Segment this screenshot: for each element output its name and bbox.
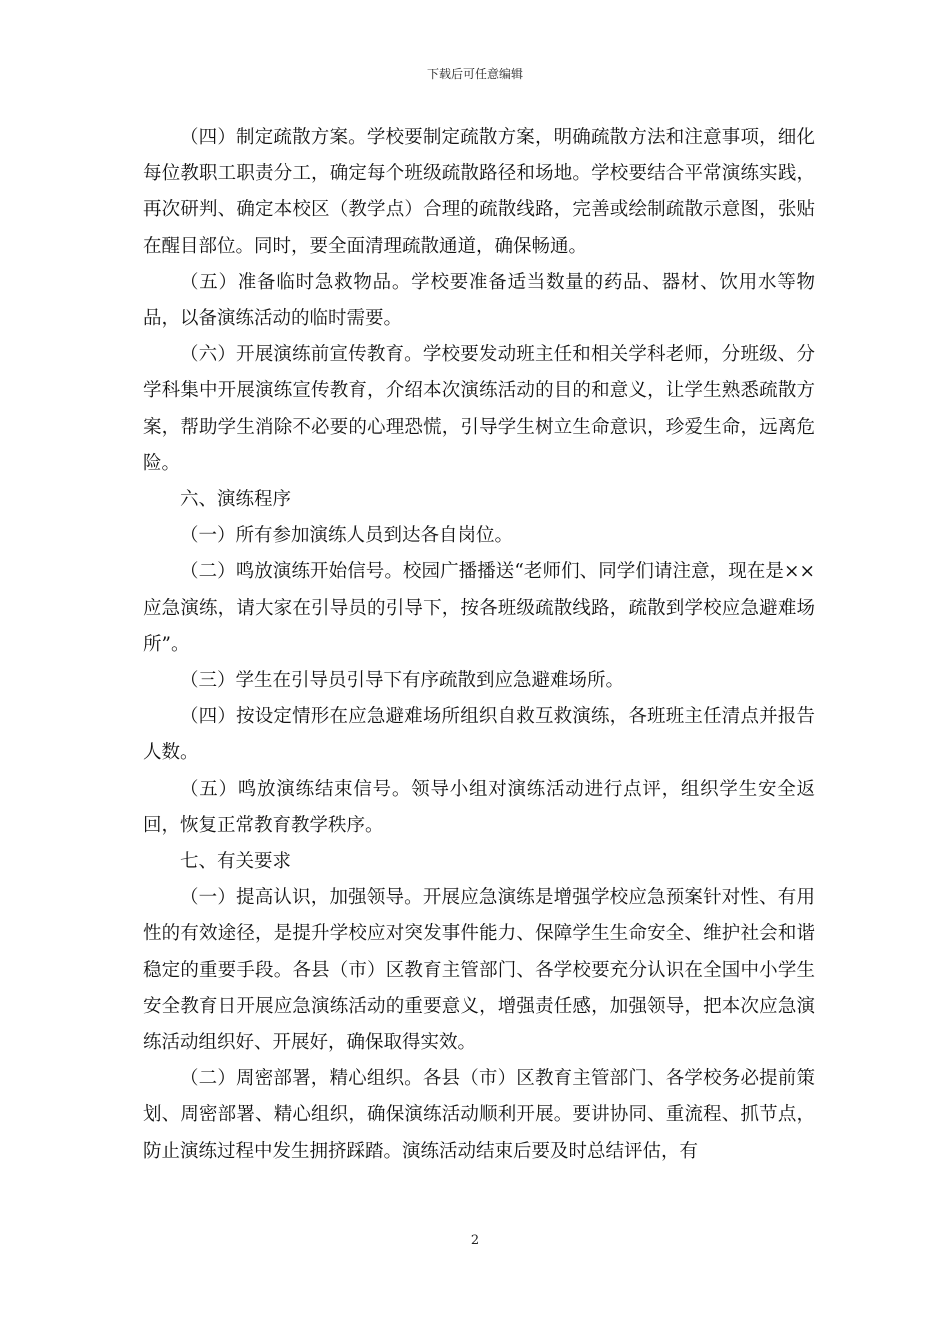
- document-body: [143, 120, 815, 1170]
- paragraph-first-aid-supplies: （五）准备临时急救物品。学校要准备适当数量的药品、器材、饮用水等物品，以备演练活动的临时需要。: [143, 271, 815, 330]
- paragraph-pre-drill-education: （六）开展演练前宣传教育。学校要发动班主任和相关学科老师，分班级、分学科集中开展演练宣传教育，介绍本次演练活动的目的和意义，让学生熟悉疏散方案，帮助学生消除不必要的心理恐慌，引导学生树立生命意识，珍爱生命，远离危险。: [143, 344, 815, 474]
- paragraph-requirement-2: （二）周密部署，精心组织。各县（市）区教育主管部门、各学校务必提前策划、周密部署、精心组织，确保演练活动顺利开展。要讲协同、重流程、抓节点，防止演练过程中发生拥挤踩踏。演练活动结束后要及时总结评估，有: [143, 1068, 815, 1162]
- paragraph-procedure-step-4: （四）按设定情形在应急避难场所组织自救互救演练，各班班主任清点并报告人数。: [143, 706, 815, 764]
- page-number: 2: [470, 1233, 480, 1248]
- paragraph-procedure-step-3: （三）学生在引导员引导下有序疏散到应急避难场所。: [180, 670, 625, 692]
- page-header: 下载后可任意编辑: [426, 67, 523, 81]
- paragraph-requirement-1: （一）提高认识，加强领导。开展应急演练是增强学校应急预案针对性、有用性的有效途径，是提升学校应对突发事件能力、保障学生生命安全、维护社会和谐稳定的重要手段。各县（市）区教育主管部门、各学校要充分认识在全国中小学生安全教育日开展应急演练活动的重要意义，增强责任感，加强领导，把本次应急演练活动组织好、开展好，确保取得实效。: [143, 887, 815, 1054]
- paragraph-evacuation-plan: （四）制定疏散方案。学校要制定疏散方案，明确疏散方法和注意事项，细化每位教职工职责分工，确定每个班级疏散路径和场地。学校要结合平常演练实践，再次研判、确定本校区（教学点）合理的疏散线路，完善或绘制疏散示意图，张贴在醒目部位。同时，要全面清理疏散通道，确保畅通。: [143, 127, 815, 257]
- section-heading-drill-procedure: 六、演练程序: [180, 489, 292, 511]
- paragraph-procedure-step-1: （一）所有参加演练人员到达各自岗位。: [180, 525, 514, 547]
- paragraph-procedure-step-5: （五）鸣放演练结束信号。领导小组对演练活动进行点评，组织学生安全返回，恢复正常教育教学秩序。: [143, 778, 815, 836]
- section-heading-requirements: 七、有关要求: [180, 851, 292, 873]
- paragraph-procedure-step-2: （二）鸣放演练开始信号。校园广播播送“老师们、同学们请注意，现在是××应急演练，请大家在引导员的引导下，按各班级疏散线路，疏散到学校应急避难场所”。: [143, 561, 815, 655]
